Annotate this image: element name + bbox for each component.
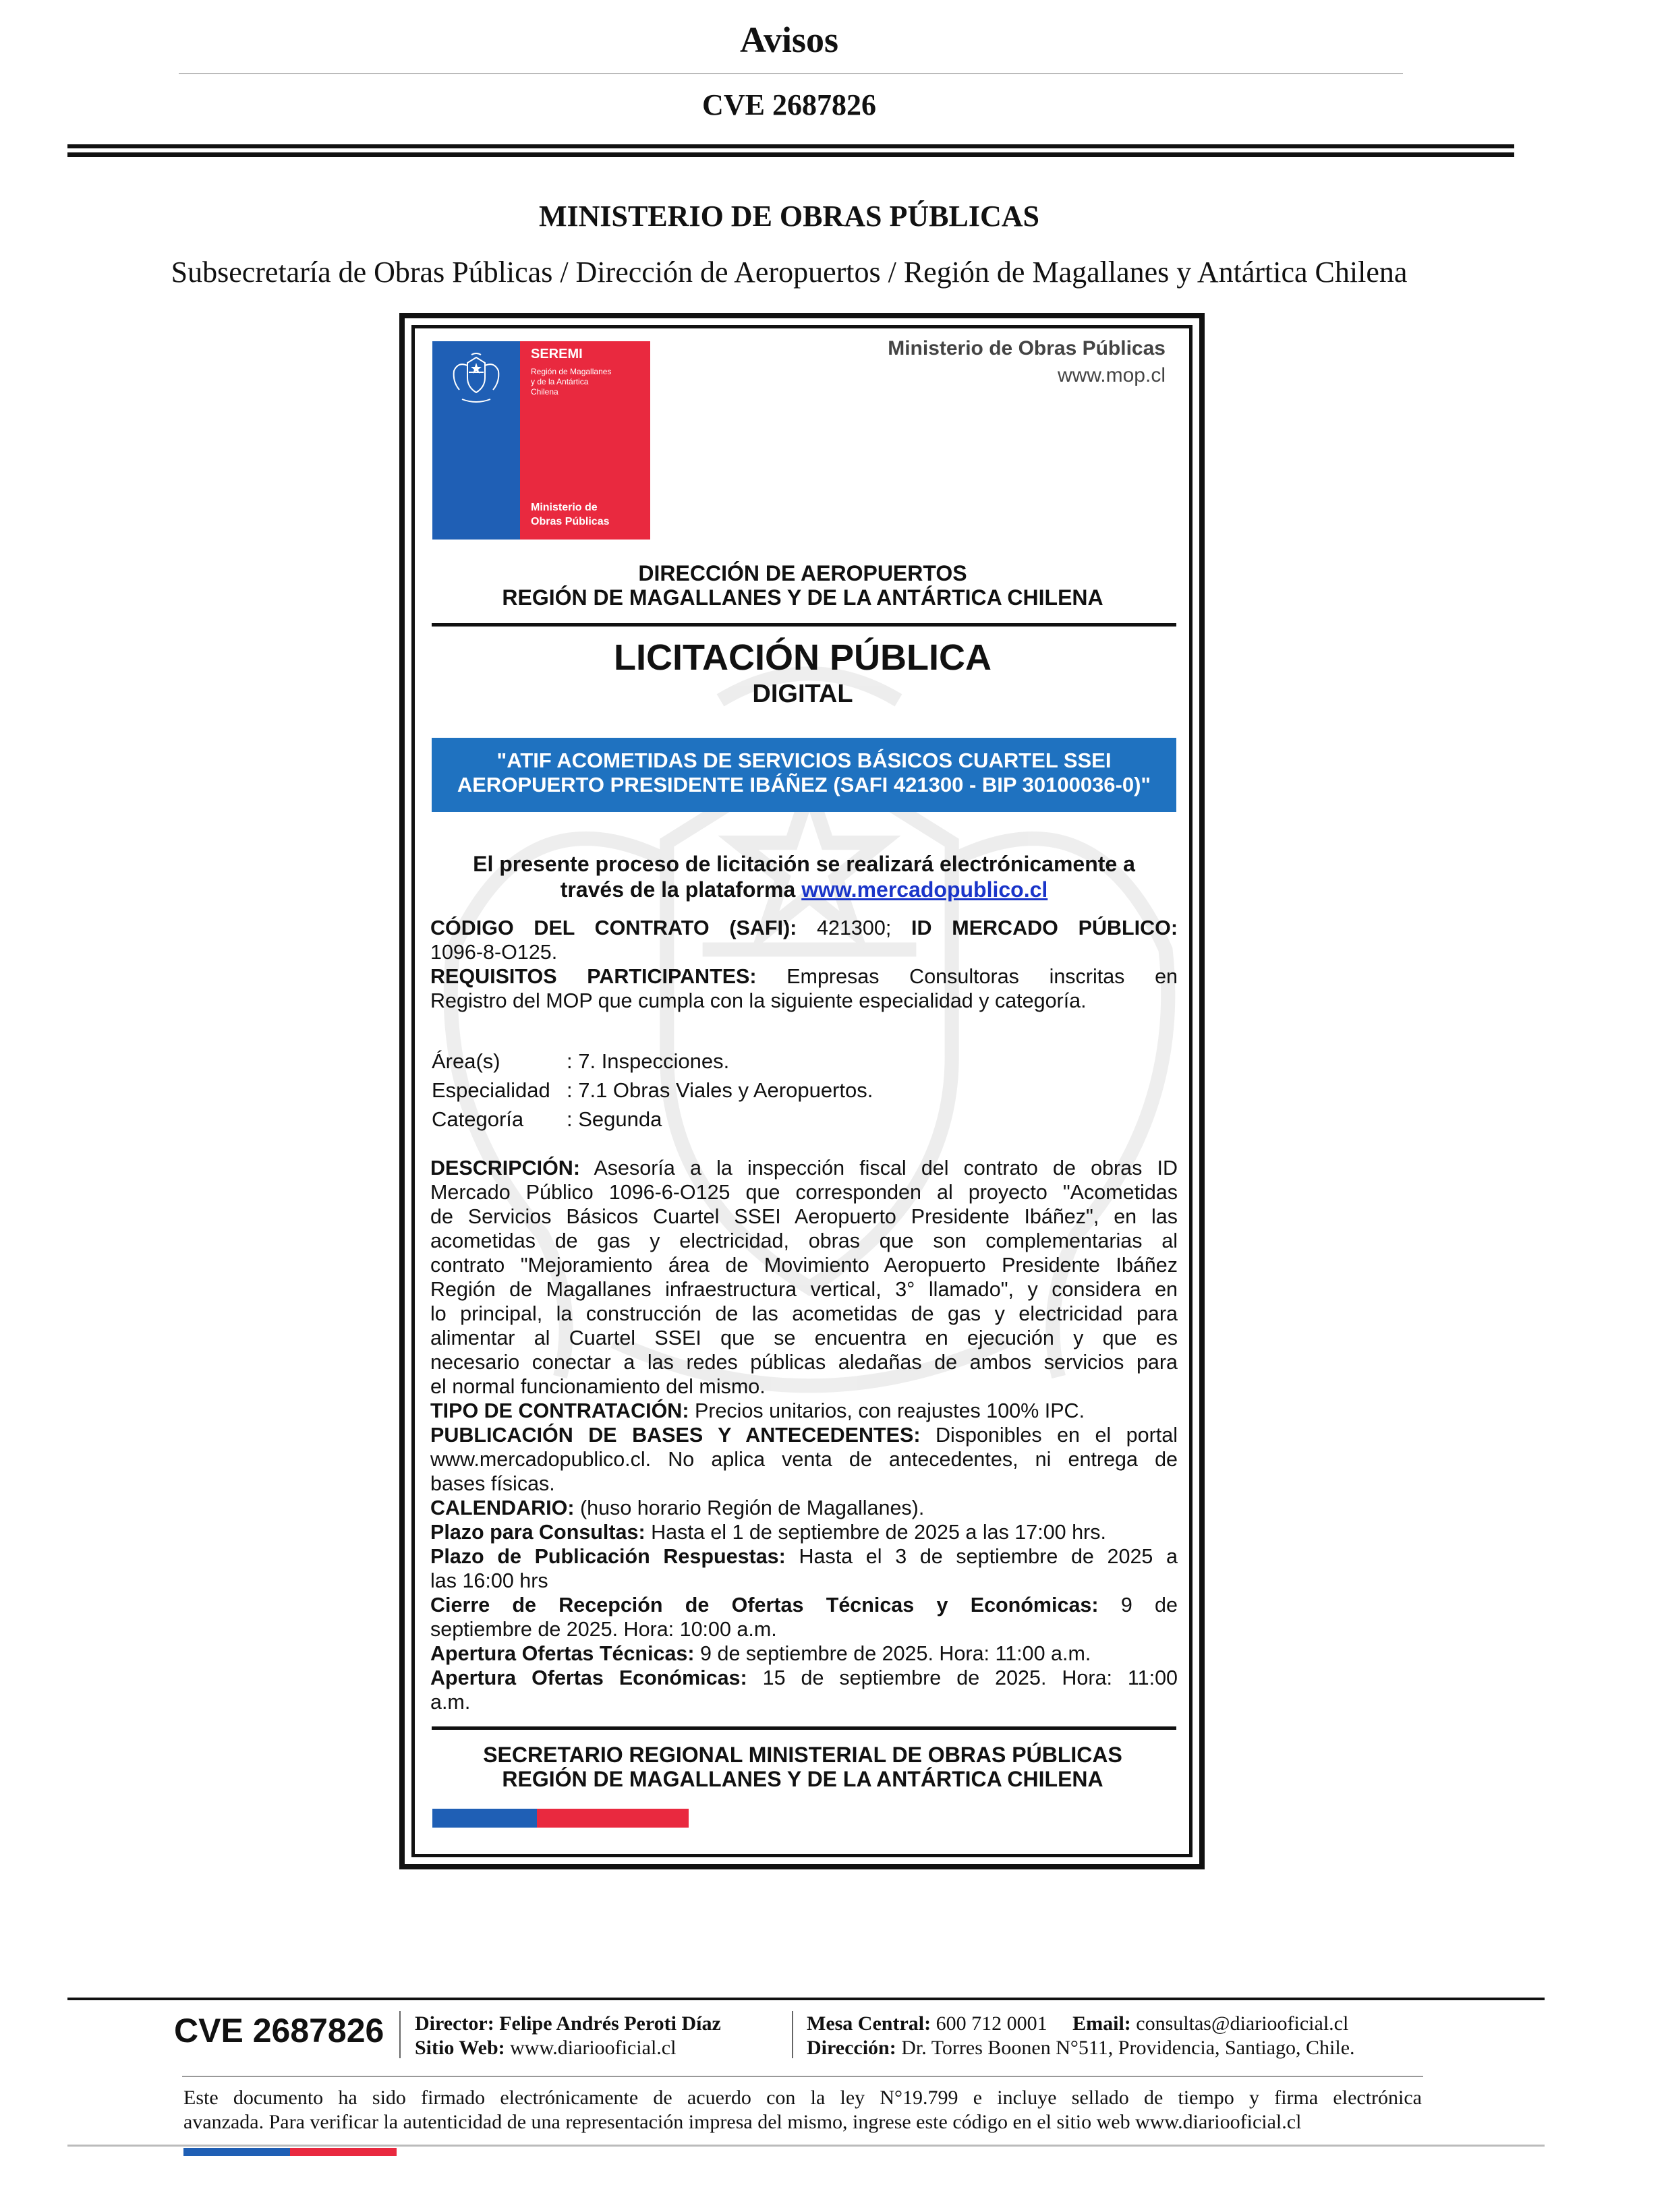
consultas-label: Plazo para Consultas: bbox=[430, 1521, 645, 1544]
section-title: Avisos bbox=[739, 20, 839, 60]
consultas-value: Hasta el 1 de septiembre de 2025 a las 17:00 hrs. bbox=[651, 1521, 1106, 1544]
economic-opening-label: Apertura Ofertas Económicas: bbox=[430, 1666, 747, 1689]
technical-opening-label: Apertura Ofertas Técnicas: bbox=[430, 1642, 695, 1665]
electronic-line-2-text: través de la plataforma bbox=[560, 877, 796, 902]
signature-line-2: REGIÓN DE MAGALLANES Y DE LA ANTÁRTICA CHILENA bbox=[502, 1767, 1103, 1791]
footer-website bbox=[415, 2037, 676, 2060]
codigo-line bbox=[430, 916, 1178, 940]
website-value: www.diariooficial.cl bbox=[510, 2037, 677, 2059]
description-line: necesario conectar a las redes públicas aledañas de ambos servicios para bbox=[430, 1351, 1178, 1374]
legal-notice-line-2: avanzada. Para verificar la autenticidad de una representación impresa del mismo, ingrese este código en el sitio web www.diariooficial.cl bbox=[183, 2111, 1302, 2133]
economic-opening-value: 15 de septiembre de 2025. Hora: 11:00 bbox=[762, 1666, 1178, 1689]
description-line: acometidas de gas y electricidad, obras que son complementarias al bbox=[430, 1229, 1178, 1252]
requisitos-text-1: Empresas Consultoras inscritas en bbox=[786, 965, 1178, 988]
project-name-line-2: AEROPUERTO PRESIDENTE IBÁÑEZ (SAFI 421300 - BIP 30100036-0)" bbox=[457, 773, 1151, 796]
email-label: Email: bbox=[1072, 2012, 1131, 2035]
requisitos-label: REQUISITOS PARTICIPANTES: bbox=[430, 965, 757, 988]
flag-stripe-red bbox=[537, 1809, 689, 1828]
cierre-label: Cierre de Recepción de Ofertas Técnicas y Económicas: bbox=[430, 1594, 1099, 1617]
legal-notice-line-1: Este documento ha sido firmado electrónicamente de acuerdo con la ley N°19.799 e incluye sellado de tiempo y firma electrónica bbox=[183, 2087, 1422, 2109]
direction-line-1: DIRECCIÓN DE AEROPUERTOS bbox=[638, 561, 967, 585]
calendar-label: CALENDARIO: bbox=[430, 1496, 575, 1519]
director-value: Felipe Andrés Peroti Díaz bbox=[499, 2012, 721, 2035]
address-label: Dirección: bbox=[807, 2037, 896, 2059]
cve-code: CVE 2687826 bbox=[702, 88, 876, 121]
electronic-process-note bbox=[432, 851, 1176, 902]
footer-rule bbox=[67, 1998, 1545, 2000]
description-line: lo principal, la construcción de las acometidas de gas y electricidad para bbox=[430, 1302, 1178, 1325]
spec-key: Categoría bbox=[432, 1107, 524, 1131]
header-rule bbox=[67, 144, 1514, 148]
description-line: Región de Magallanes infraestructura vertical, 3° llamado", y considera en bbox=[430, 1278, 1178, 1301]
electronic-line-2 bbox=[432, 877, 1176, 902]
spec-value: : 7.1 Obras Viales y Aeropuertos. bbox=[567, 1078, 873, 1102]
respuestas-line-2: las 16:00 hrs bbox=[430, 1569, 548, 1592]
ministry-path: Subsecretaría de Obras Públicas / Dirección de Aeropuertos / Región de Magallanes y Antártica Chilena bbox=[171, 256, 1408, 289]
codigo-value: 421300; bbox=[817, 916, 892, 939]
publication-line: www.mercadopublico.cl. No aplica venta de antecedentes, ni entrega de bbox=[430, 1448, 1178, 1471]
header-rule bbox=[67, 152, 1514, 157]
spec-key: Especialidad bbox=[432, 1078, 550, 1102]
description-line: alimentar al Cuartel SSEI que se encuentra en ejecución y que es bbox=[430, 1327, 1178, 1349]
economic-opening-line-2: a.m. bbox=[430, 1691, 471, 1714]
signature-line-1: SECRETARIO REGIONAL MINISTERIAL DE OBRAS PÚBLICAS bbox=[483, 1743, 1122, 1767]
logo-region-text: Región de Magallanes y de la Antártica Chilena bbox=[531, 367, 612, 397]
footer-contact bbox=[807, 2012, 1348, 2035]
logo-seremi-text: SEREMI bbox=[531, 347, 583, 361]
respuestas-value: Hasta el 3 de septiembre de 2025 a bbox=[799, 1545, 1178, 1568]
publication-line: bases físicas. bbox=[430, 1472, 555, 1495]
project-banner bbox=[432, 738, 1176, 812]
tender-title: LICITACIÓN PÚBLICA bbox=[614, 637, 992, 678]
codigo-label: CÓDIGO DEL CONTRATO (SAFI): bbox=[430, 916, 797, 939]
publication-line bbox=[430, 1423, 1178, 1447]
cierre-line-2: septiembre de 2025. Hora: 10:00 a.m. bbox=[430, 1618, 777, 1641]
logo-ministry-text: Ministerio de Obras Públicas bbox=[531, 502, 610, 527]
technical-opening-value: 9 de septiembre de 2025. Hora: 11:00 a.m. bbox=[700, 1642, 1091, 1665]
description-label: DESCRIPCIÓN: bbox=[430, 1157, 580, 1180]
box-website: www.mop.cl bbox=[1057, 364, 1166, 386]
description-line: de Servicios Básicos Cuartel SSEI Aeropuerto Presidente Ibáñez", en las bbox=[430, 1205, 1178, 1228]
director-label: Director: bbox=[415, 2012, 494, 2035]
contract-type-label: TIPO DE CONTRATACIÓN: bbox=[430, 1399, 689, 1422]
spec-value: : Segunda bbox=[567, 1107, 662, 1131]
description-line: el normal funcionamiento del mismo. bbox=[430, 1375, 766, 1398]
flag-stripe-red bbox=[290, 2148, 397, 2156]
id-value-line: 1096-8-O125. bbox=[430, 941, 558, 964]
footer-divider bbox=[399, 2011, 401, 2058]
footer-divider bbox=[792, 2011, 793, 2058]
spec-value: : 7. Inspecciones. bbox=[567, 1049, 730, 1073]
chile-coat-of-arms-icon bbox=[444, 351, 508, 407]
flag-stripe-blue bbox=[183, 2148, 290, 2156]
phone-label: Mesa Central: bbox=[807, 2012, 931, 2035]
footer-divider bbox=[182, 2076, 1423, 2077]
tender-subtitle: DIGITAL bbox=[752, 680, 853, 708]
requisitos-line bbox=[430, 964, 1178, 989]
box-divider bbox=[432, 1726, 1176, 1730]
publication-text-1: Disponibles en el portal bbox=[935, 1424, 1178, 1447]
box-divider bbox=[432, 623, 1176, 627]
website-label: Sitio Web: bbox=[415, 2037, 505, 2059]
economic-opening-line bbox=[430, 1666, 1178, 1690]
box-ministry-name: Ministerio de Obras Públicas bbox=[888, 337, 1166, 359]
contract-type-line bbox=[430, 1399, 1178, 1423]
consultas-line bbox=[430, 1520, 1178, 1544]
description-line: contrato "Mejoramiento área de Movimiento Aeropuerto Presidente Ibáñez bbox=[430, 1254, 1178, 1277]
description-line: Mercado Público 1096-6-O125 que corresponden al proyecto "Acometidas bbox=[430, 1181, 1178, 1204]
respuestas-label: Plazo de Publicación Respuestas: bbox=[430, 1545, 786, 1568]
cierre-value: 9 de bbox=[1120, 1594, 1178, 1617]
direction-line-2: REGIÓN DE MAGALLANES Y DE LA ANTÁRTICA CHILENA bbox=[502, 585, 1103, 610]
technical-opening-line bbox=[430, 1641, 1178, 1666]
footer-director bbox=[415, 2012, 721, 2035]
description-line bbox=[430, 1156, 1178, 1180]
phone-value: 600 712 0001 bbox=[936, 2012, 1047, 2035]
electronic-line-1: El presente proceso de licitación se realizará electrónicamente a bbox=[473, 852, 1135, 876]
project-name-line-1: "ATIF ACOMETIDAS DE SERVICIOS BÁSICOS CUARTEL SSEI bbox=[496, 749, 1112, 772]
ministry-heading: MINISTERIO DE OBRAS PÚBLICAS bbox=[538, 200, 1040, 233]
email-value: consultas@diariooficial.cl bbox=[1136, 2012, 1349, 2035]
footer-address bbox=[807, 2037, 1355, 2060]
spec-key: Área(s) bbox=[432, 1049, 500, 1073]
respuestas-line bbox=[430, 1544, 1178, 1569]
mercadopublico-link[interactable]: www.mercadopublico.cl bbox=[801, 877, 1048, 902]
flag-stripe-blue bbox=[432, 1809, 537, 1828]
calendar-line bbox=[430, 1496, 1178, 1520]
address-value: Dr. Torres Boonen N°511, Providencia, Santiago, Chile. bbox=[901, 2037, 1355, 2059]
contract-type-value: Precios unitarios, con reajustes 100% IPC. bbox=[694, 1399, 1085, 1422]
publication-label: PUBLICACIÓN DE BASES Y ANTECEDENTES: bbox=[430, 1424, 921, 1447]
seremi-logo bbox=[432, 341, 650, 540]
description-text: Asesoría a la inspección fiscal del contrato de obras ID bbox=[594, 1157, 1178, 1180]
requisitos-line-2: Registro del MOP que cumpla con la siguiente especialidad y categoría. bbox=[430, 989, 1087, 1012]
footer-cve: CVE 2687826 bbox=[174, 2012, 384, 2049]
footer-rule bbox=[67, 2145, 1545, 2147]
cierre-line bbox=[430, 1593, 1178, 1617]
id-label: ID MERCADO PÚBLICO: bbox=[911, 916, 1178, 939]
calendar-value: (huso horario Región de Magallanes). bbox=[579, 1496, 925, 1519]
header-divider bbox=[179, 73, 1403, 74]
